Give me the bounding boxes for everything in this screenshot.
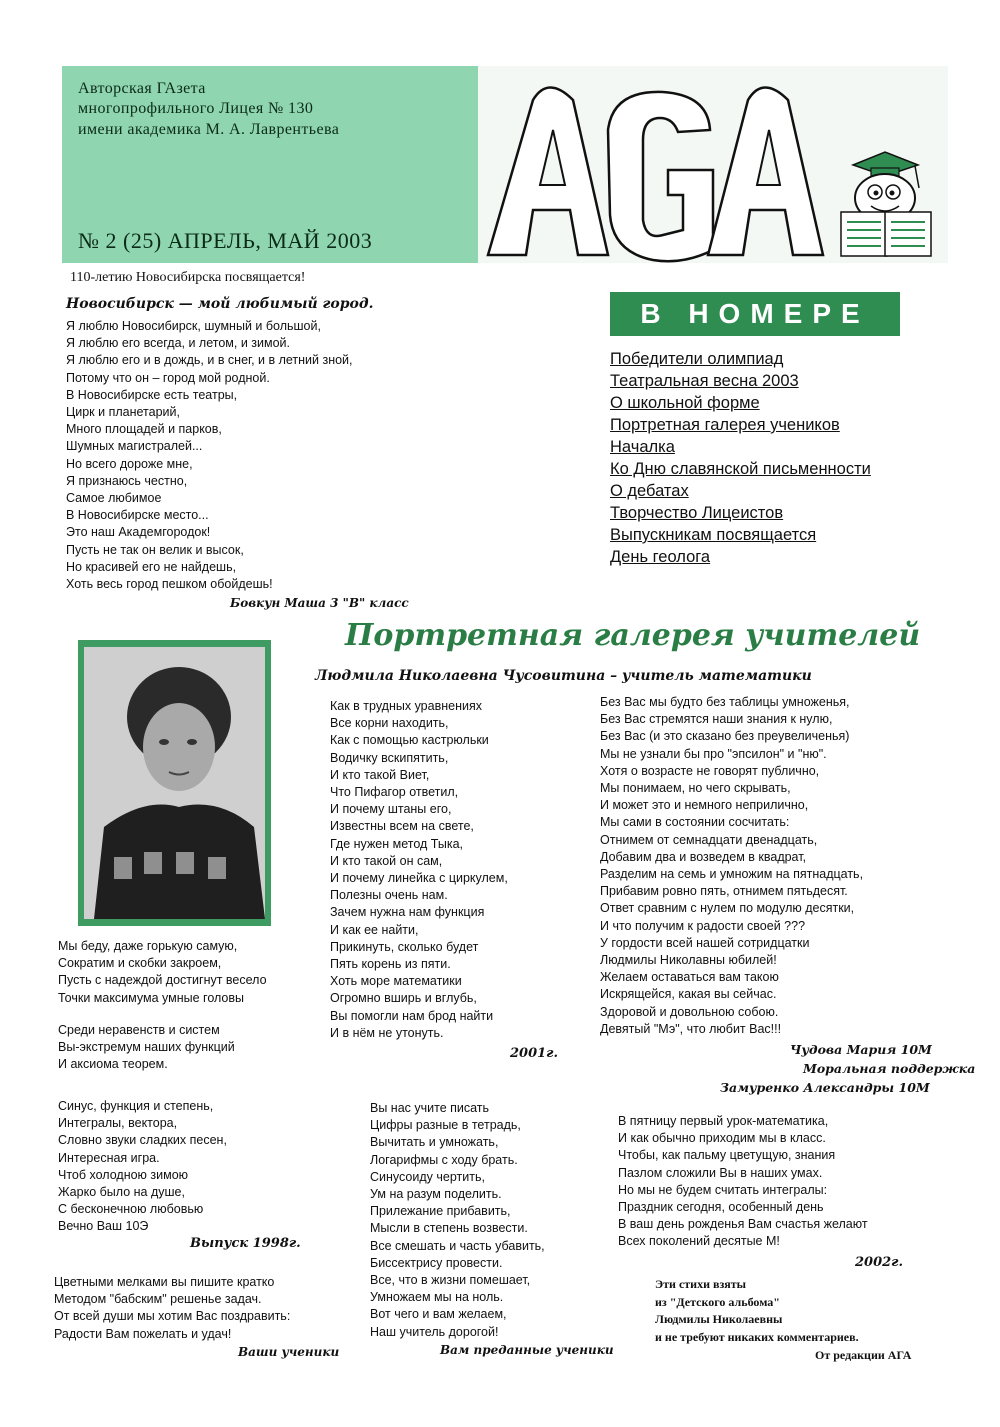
- poem-line: Что Пифагор ответил,: [330, 785, 459, 800]
- editor-line: и не требуют никаких комментариев.: [655, 1329, 859, 1344]
- poem5-text: [58, 1022, 235, 1074]
- editor-sign: От редакции АГА: [815, 1348, 912, 1362]
- issue-number: № 2 (25) АПРЕЛЬ, МАЙ 2003: [78, 228, 373, 253]
- editor-line: Эти стихи взяты: [655, 1277, 747, 1291]
- poem-line: Людмилы Николавны юбилей!: [600, 953, 777, 968]
- poem-line: Ответ сравним с нулем по модулю десятки,: [600, 901, 855, 916]
- signature-2: Моральная поддержка: [803, 1061, 976, 1076]
- header-line-2: многопрофильного Лицея № 130: [78, 100, 314, 117]
- poem-line: Без Вас мы будто без таблицы умноженья,: [600, 695, 850, 709]
- poem-line: Прилежание прибавить,: [370, 1204, 511, 1219]
- poem2-year: 2001г.: [510, 1046, 559, 1061]
- gallery-subtitle: Людмила Николаевна Чусовитина – учитель математики: [315, 668, 812, 684]
- poem-line: В пятницу первый урок-математика,: [618, 1114, 829, 1128]
- poem-line: Вычитать и умножать,: [370, 1135, 499, 1150]
- poem-line: И аксиома теорем.: [58, 1057, 168, 1072]
- aga-logo: [478, 70, 828, 265]
- poem-line: Пазлом сложили Вы в наших умах.: [618, 1165, 823, 1180]
- poem-line: Много площадей и парков,: [66, 422, 222, 437]
- poem8-author: Вам преданные ученики: [440, 1343, 614, 1357]
- poem-line: Девятый "Мэ", что любит Вас!!!: [600, 1021, 782, 1036]
- toc-item[interactable]: Портретная галерея учеников: [610, 416, 840, 434]
- poem-line: Мы сами в состоянии сосчитать:: [600, 815, 790, 830]
- poem-line: Полезны очень нам.: [330, 888, 448, 903]
- mascot-reader-icon: [823, 140, 943, 260]
- poem-line: Но мы не будем считать интегралы:: [618, 1182, 828, 1197]
- poem-line: Цифры разные в тетрадь,: [370, 1118, 521, 1133]
- poem-line: Хотя о возрасте не говорят публично,: [600, 763, 820, 778]
- editor-line: из "Детского альбома": [655, 1294, 780, 1309]
- poem-line: Шумных магистралей...: [66, 439, 203, 454]
- poem-line: Как с помощью кастрюльки: [330, 733, 489, 748]
- poem-line: Радости Вам пожелать и удач!: [54, 1326, 232, 1341]
- poem-line: Здоровой и довольною собою.: [600, 1004, 779, 1019]
- poem-line: Я люблю Новосибирск, шумный и большой,: [66, 319, 321, 333]
- poem7-author: Ваши ученики: [238, 1345, 340, 1359]
- poem-line: Все корни находить,: [330, 716, 449, 731]
- teacher-photo: [84, 647, 265, 919]
- poem-line: Среди неравенств и систем: [58, 1023, 220, 1037]
- poem-line: Вы помогли нам брод найти: [330, 1008, 494, 1023]
- toc-item[interactable]: О дебатах: [610, 482, 689, 500]
- poem1-author: Бовкун Маша 3 "В" класс: [230, 596, 409, 610]
- logo-text: АГА: [653, 188, 655, 189]
- poem-line: Интегралы, вектора,: [58, 1116, 178, 1131]
- poem-line: Где нужен метод Тыка,: [330, 836, 464, 851]
- poem-line: Вы нас учите писать: [370, 1101, 490, 1115]
- poem7-text: [54, 1274, 290, 1343]
- poem-line: Но красивей его не найдешь,: [66, 559, 237, 574]
- poem-line: Пять корень из пяти.: [330, 957, 451, 972]
- poem-line: Зачем нужна нам функция: [330, 905, 485, 920]
- toc-item[interactable]: Театральная весна 2003: [610, 372, 799, 390]
- poem-line: Прибавим ровно пять, отнимем пятьдесят.: [600, 884, 848, 899]
- poem-line: Все, что в жизни помешает,: [370, 1273, 531, 1288]
- teacher-portrait-icon: [84, 647, 265, 919]
- poem-line: Сократим и скобки закроем,: [58, 956, 222, 971]
- signature-1: Чудова Мария 10М: [790, 1042, 932, 1057]
- poem1-title: Новосибирск — мой любимый город.: [66, 296, 374, 312]
- poem-line: И в нём не утонуть.: [330, 1025, 444, 1040]
- poem-line: Потому что он – город мой родной.: [66, 370, 270, 385]
- poem-line: Цветными мелками вы пишите кратко: [54, 1275, 275, 1289]
- poem6-author: Выпуск 1998г.: [190, 1236, 301, 1251]
- poem-line: Логарифмы с ходу брать.: [370, 1152, 518, 1167]
- poem9-year: 2002г.: [855, 1255, 904, 1270]
- poem-line: Интересная игра.: [58, 1150, 160, 1165]
- poem4-text: [58, 938, 267, 1007]
- in-issue-heading: В НОМЕРЕ: [610, 292, 900, 336]
- poem-line: Все смешать и часть убавить,: [370, 1238, 545, 1253]
- poem-line: И как ее найти,: [330, 922, 419, 937]
- poem-line: В Новосибирске есть театры,: [66, 387, 238, 402]
- poem-line: И что получим к радости своей ???: [600, 918, 806, 933]
- poem-line: Известны всем на свете,: [330, 819, 474, 834]
- poem-line: Методом "бабским" решенье задач.: [54, 1292, 262, 1307]
- poem-line: Без Вас стремятся наши знания к нулю,: [600, 712, 833, 727]
- editor-note: [655, 1276, 859, 1346]
- dedication: 110-летию Новосибирска посвящается!: [70, 270, 306, 285]
- poem-line: Чтоб холодною зимою: [58, 1167, 189, 1182]
- poem-line: Вечно Ваш 10Э: [58, 1219, 149, 1234]
- poem3-text: [600, 694, 863, 1038]
- poem-line: И как обычно приходим мы в класс.: [618, 1131, 826, 1146]
- poem-line: Прикинуть, сколько будет: [330, 939, 479, 954]
- poem-line: Хоть море математики: [330, 974, 462, 989]
- poem-line: Мы понимаем, но чего скрывать,: [600, 781, 791, 796]
- poem-line: Синусоиду чертить,: [370, 1169, 485, 1184]
- poem-line: Искрящейся, какая вы сейчас.: [600, 987, 777, 1002]
- poem-line: И почему линейка с циркулем,: [330, 871, 508, 886]
- poem-line: Чтобы, как пальму цветущую, знания: [618, 1148, 836, 1163]
- poem2-text: [330, 698, 508, 1042]
- poem8-text: [370, 1100, 545, 1341]
- header-line-3: имени академика М. А. Лаврентьева: [78, 121, 340, 138]
- poem-line: Вот чего и вам желаем,: [370, 1307, 507, 1322]
- poem-line: Я признаюсь честно,: [66, 473, 188, 488]
- toc-item[interactable]: Выпускникам посвящается: [610, 526, 817, 544]
- header-line-1: Авторская ГАзета: [78, 80, 206, 97]
- toc-item[interactable]: Началка: [610, 438, 675, 456]
- poem-line: Словно звуки сладких песен,: [58, 1133, 227, 1148]
- poem-line: Желаем оставаться вам такою: [600, 970, 779, 985]
- poem-line: И может это и немного неприлично,: [600, 798, 809, 813]
- poem6-text: [58, 1098, 227, 1236]
- poem-line: Разделим на семь и умножим на пятнадцать,: [600, 867, 864, 882]
- poem-line: Я люблю его и в дождь, и в снег, и в летний зной,: [66, 353, 353, 368]
- poem-line: Пусть не так он велик и высок,: [66, 542, 244, 557]
- poem-line: И почему штаны его,: [330, 802, 452, 817]
- poem-line: Праздник сегодня, особенный день: [618, 1200, 824, 1215]
- poem-line: И кто такой Виет,: [330, 767, 430, 782]
- poem-line: Но всего дороже мне,: [66, 456, 193, 471]
- poem-line: Я люблю его всегда, и летом, и зимой.: [66, 336, 290, 351]
- poem-line: Без Вас (и это сказано без преувеличенья): [600, 729, 850, 744]
- poem-line: Добавим два и возведем в квадрат,: [600, 849, 807, 864]
- poem-line: Вы-экстремум наших функций: [58, 1040, 235, 1055]
- table-of-contents: [610, 348, 871, 568]
- toc-item[interactable]: Ко Дню славянской письменности: [610, 460, 871, 478]
- poem-line: Это наш Академгородок!: [66, 525, 211, 540]
- poem-line: В Новосибирске место...: [66, 508, 209, 523]
- toc-item[interactable]: День геолога: [610, 548, 711, 566]
- poem-line: Биссектрису провести.: [370, 1255, 503, 1270]
- poem-line: От всей души мы хотим Вас поздравить:: [54, 1309, 291, 1324]
- poem-line: Всех поколений десятые М!: [618, 1234, 780, 1249]
- poem-line: Цирк и планетарий,: [66, 405, 180, 420]
- poem-line: Пусть с надеждой достигнут весело: [58, 973, 267, 988]
- poem-line: Точки максимума умные головы: [58, 990, 245, 1005]
- editor-line: Людмилы Николаевны: [655, 1312, 783, 1326]
- signature-3: Замуренко Александры 10М: [720, 1080, 930, 1095]
- toc-item[interactable]: Творчество Лицеистов: [610, 504, 784, 522]
- poem-line: Огромно вширь и вглубь,: [330, 991, 477, 1006]
- poem-line: Наш учитель дорогой!: [370, 1324, 499, 1339]
- toc-item[interactable]: О школьной форме: [610, 394, 760, 412]
- toc-item[interactable]: Победители олимпиад: [610, 350, 784, 368]
- gallery-title: Портретная галерея учителей: [345, 618, 921, 653]
- poem-line: Ум на разум поделить.: [370, 1187, 502, 1202]
- poem-line: У гордости всей нашей сотридцатки: [600, 935, 810, 950]
- poem-line: С бесконечною любовью: [58, 1202, 204, 1217]
- poem-line: Водичку вскипятить,: [330, 750, 449, 765]
- poem-line: Хоть весь город пешком обойдешь!: [66, 577, 273, 592]
- poem-line: Как в трудных уравнениях: [330, 699, 482, 713]
- poem9-text: [618, 1113, 868, 1251]
- poem-line: Мысли в степень возвести.: [370, 1221, 528, 1236]
- poem-line: Мы не узнали бы про "эпсилон" и "ню".: [600, 746, 827, 761]
- poem-line: И кто такой он сам,: [330, 853, 443, 868]
- poem-line: Умножаем мы на ноль.: [370, 1290, 504, 1305]
- poem-line: В ваш день рожденья Вам счастья желают: [618, 1217, 868, 1232]
- poem-line: Отнимем от семнадцати двенадцать,: [600, 832, 818, 847]
- poem-line: Жарко было на душе,: [58, 1185, 185, 1200]
- poem-line: Мы беду, даже горькую самую,: [58, 939, 238, 953]
- poem-line: Синус, функция и степень,: [58, 1099, 214, 1113]
- poem-line: Самое любимое: [66, 491, 162, 506]
- poem1-text: [66, 318, 353, 593]
